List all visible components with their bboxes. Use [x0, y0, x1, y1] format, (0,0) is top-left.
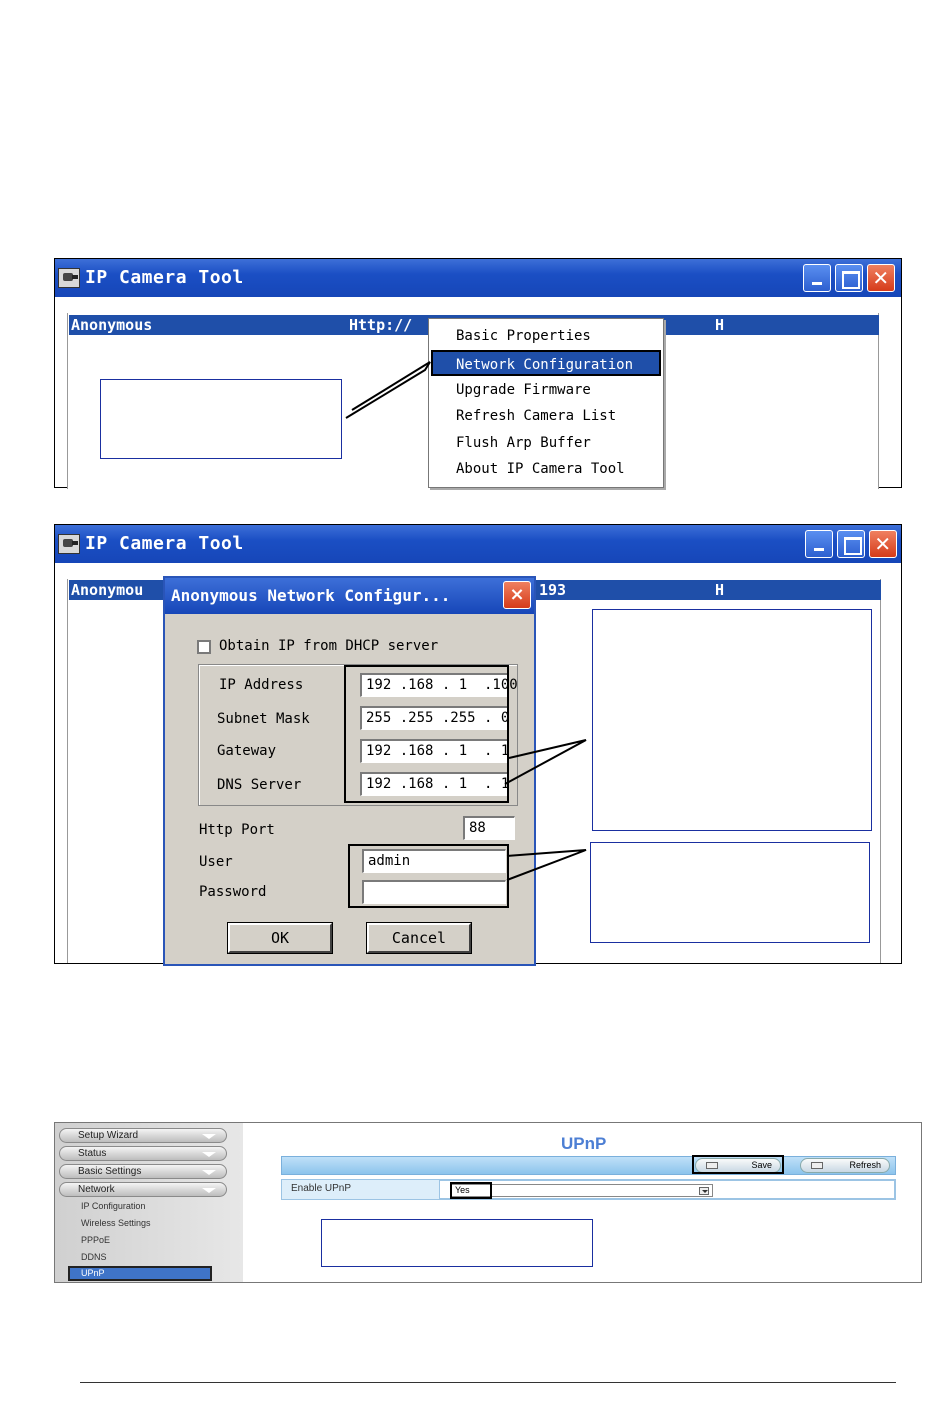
chevron-down-icon [699, 1187, 709, 1195]
sidebar-status[interactable] [59, 1146, 227, 1161]
refresh-button[interactable] [800, 1158, 890, 1173]
sidebar-item-wireless-settings[interactable]: Wireless Settings [81, 1218, 151, 1228]
sidebar-status-label: Status [78, 1148, 107, 1159]
page-footer-rule [80, 1382, 896, 1383]
header-ip: 193 [539, 581, 567, 599]
menu-item-about[interactable]: About IP Camera Tool [456, 461, 625, 477]
enable-upnp-label: Enable UPnP [291, 1183, 352, 1194]
sidebar-item-ip-configuration[interactable]: IP Configuration [81, 1201, 146, 1211]
annotation-box-4 [321, 1219, 593, 1267]
sidebar-basic-settings[interactable] [59, 1164, 227, 1179]
menu-item-refresh-camera-list[interactable]: Refresh Camera List [456, 408, 617, 424]
upnp-settings-page [54, 1122, 922, 1283]
save-button-label: Save [751, 1160, 772, 1170]
sidebar-network-label: Network [78, 1184, 115, 1195]
refresh-icon [811, 1162, 823, 1169]
close-icon[interactable]: ✕ [867, 264, 895, 292]
header-name: Anonymou [71, 581, 144, 599]
dhcp-label: Obtain IP from DHCP server [219, 638, 439, 654]
sidebar-network[interactable] [59, 1182, 227, 1197]
dialog-title: Anonymous Network Configur... [171, 586, 451, 605]
header-http: Http:// [349, 316, 413, 334]
menu-item-upgrade-firmware[interactable]: Upgrade Firmware [456, 382, 591, 398]
sidebar-item-pppoe[interactable]: PPPoE [81, 1235, 111, 1245]
http-port-label: Http Port [199, 822, 275, 838]
user-label: User [199, 854, 233, 870]
chevron-down-icon [202, 1152, 216, 1157]
sidebar-setup-wizard-label: Setup Wizard [78, 1130, 139, 1141]
ip-address-input[interactable]: 192 .168 . 1 .100 [360, 673, 508, 697]
sidebar-item-upnp[interactable] [68, 1266, 212, 1281]
page-title: UPnP [561, 1134, 607, 1153]
menu-item-flush-arp-buffer[interactable]: Flush Arp Buffer [456, 435, 591, 451]
header-name: Anonymous [71, 316, 153, 334]
gateway-input[interactable]: 192 .168 . 1 . 1 [360, 739, 508, 763]
user-input[interactable]: admin [362, 849, 506, 873]
sidebar-basic-settings-label: Basic Settings [78, 1166, 142, 1177]
subnet-mask-label: Subnet Mask [217, 711, 310, 727]
window-2-title: IP Camera Tool [85, 533, 244, 554]
sidebar [55, 1123, 243, 1282]
dialog-close-icon[interactable]: × [503, 581, 531, 609]
sidebar-item-ddns[interactable]: DDNS [81, 1252, 107, 1262]
cancel-button[interactable]: Cancel [367, 923, 471, 953]
chevron-down-icon [202, 1170, 216, 1175]
chevron-down-icon [202, 1188, 216, 1193]
gateway-label: Gateway [217, 743, 277, 759]
ok-button[interactable]: OK [228, 923, 332, 953]
http-port-input[interactable]: 88 [463, 816, 515, 840]
ip-address-label: IP Address [219, 677, 304, 693]
header-h: H [715, 581, 725, 599]
header-h: H [715, 316, 725, 334]
sidebar-item-upnp-label: UPnP [81, 1268, 105, 1278]
save-highlight [692, 1155, 784, 1174]
enable-upnp-value: Yes [455, 1185, 470, 1195]
dns-server-label: DNS Server [217, 777, 302, 793]
subnet-mask-input[interactable]: 255 .255 .255 . 0 [360, 706, 508, 730]
menu-item-network-configuration[interactable]: Network Configuration [431, 350, 661, 376]
sidebar-setup-wizard[interactable] [59, 1128, 227, 1143]
refresh-button-label: Refresh [849, 1160, 881, 1170]
dns-server-input[interactable]: 192 .168 . 1 . 1 [360, 772, 508, 796]
chevron-down-icon [202, 1134, 216, 1139]
window-1-title: IP Camera Tool [85, 267, 244, 288]
close-icon[interactable]: ✕ [869, 530, 897, 558]
menu-item-basic-properties[interactable]: Basic Properties [456, 328, 591, 344]
yes-highlight [450, 1182, 492, 1199]
password-label: Password [199, 884, 267, 900]
